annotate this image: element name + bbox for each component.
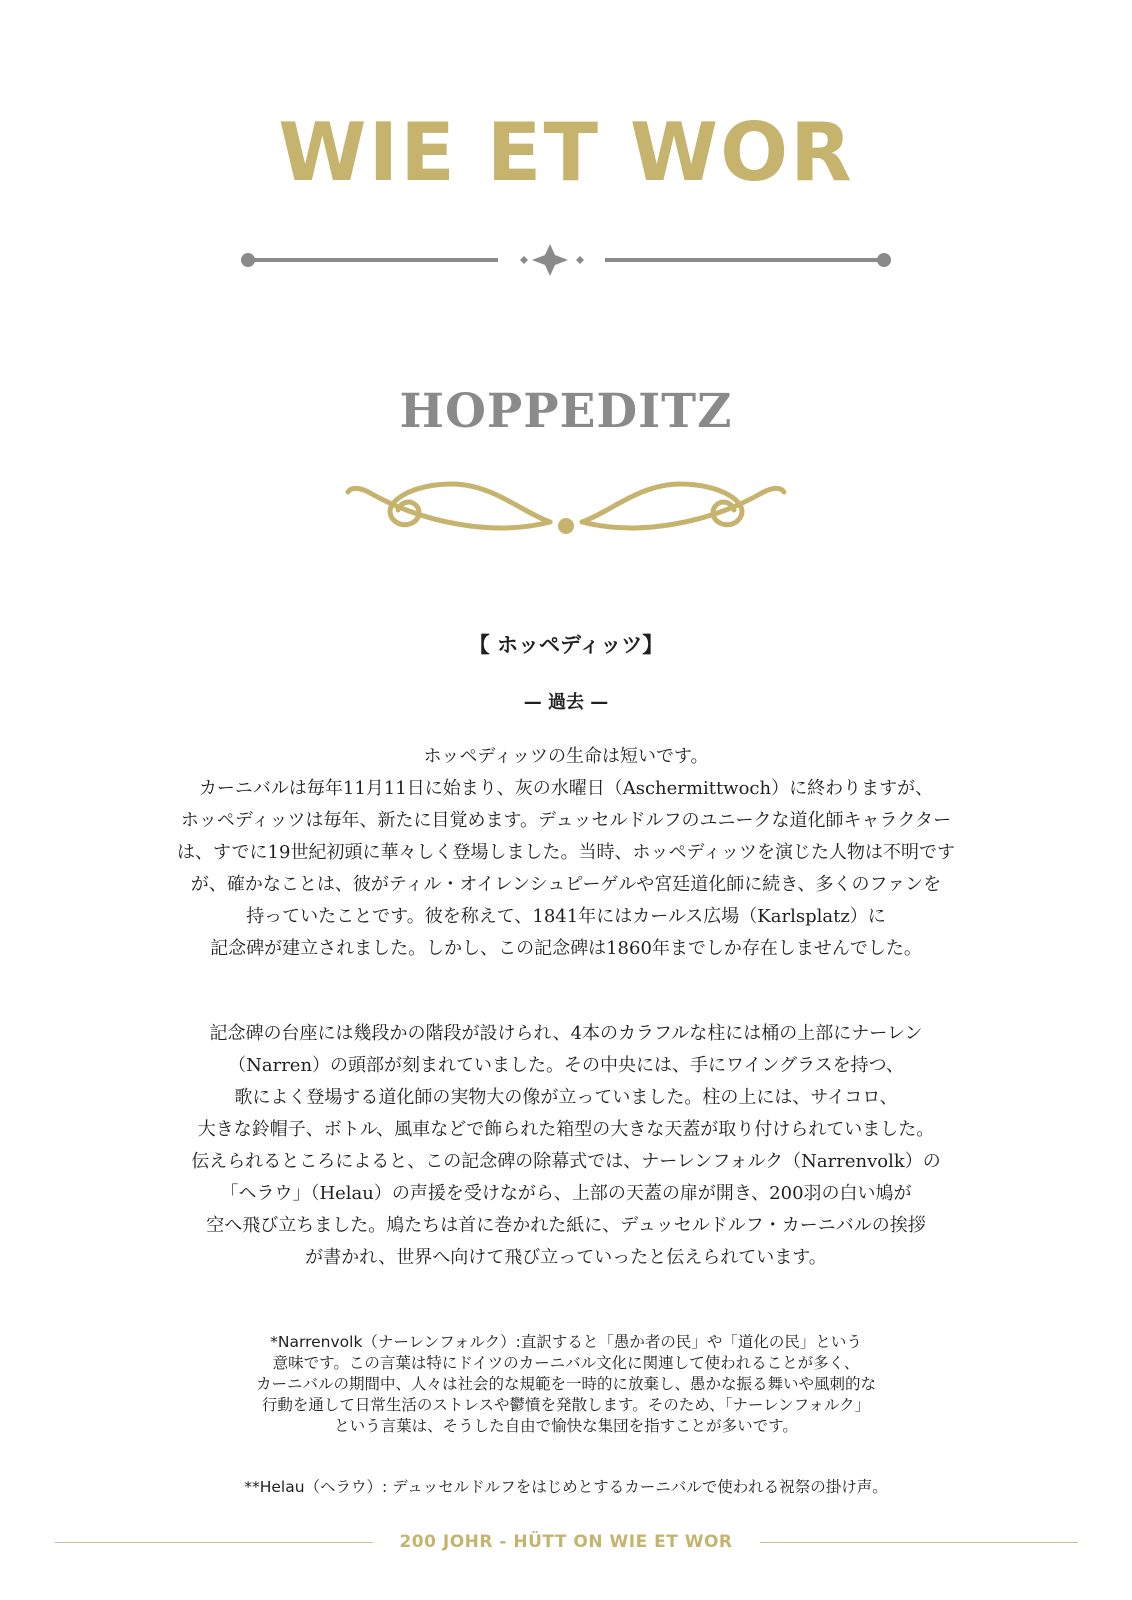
footnote-line: *Narrenvolk（ナーレンフォルク）:直訳すると「愚か者の民」や「道化の民」という <box>270 1333 862 1351</box>
paragraph-line: 記念碑が建立されました。しかし、この記念碑は1860年までしか存在しませんでした。 <box>210 938 922 959</box>
paragraph-2 <box>0 1018 1132 1274</box>
paragraph-line: が、確かなことは、彼がティル・オイレンシュピーゲルや宮廷道化師に続き、多くのファンを <box>190 874 942 895</box>
footnote-helau: **Helau（ヘラウ）: デュッセルドルフをはじめとするカーニバルで使われる祝祭の掛け声。 <box>244 1478 888 1496</box>
footnote-line: 行動を通して日常生活のストレスや鬱憤を発散します。そのため、「ナーレンフォルク」 <box>261 1396 871 1414</box>
paragraph-line: 大きな鈴帽子、ボトル、風車などで飾られた箱型の大きな天蓋が取り付けられていました。 <box>197 1119 935 1140</box>
paragraph-line: ホッペディッツは毎年、新たに目覚めます。デュッセルドルフのユニークな道化師キャラクター <box>180 810 952 831</box>
footnote-line: カーニバルの期間中、人々は社会的な規範を一時的に放棄し、愚かな振る舞いや風刺的な <box>255 1375 876 1393</box>
footnote-line: 意味です。この言葉は特にドイツのカーニバル文化に関連して使われることが多く、 <box>272 1354 860 1372</box>
main-title: WIE ET WOR <box>278 106 854 199</box>
paragraph-line: が書かれ、世界へ向けて飛び立っていったと伝えられています。 <box>305 1247 827 1268</box>
article-subheading: — 過去 — <box>523 692 609 713</box>
paragraph-line: （Narren）の頭部が刻まれていました。その中央には、手にワイングラスを持つ、 <box>228 1055 904 1076</box>
paragraph-1 <box>0 741 1132 965</box>
paragraph-line: 記念碑の台座には幾段かの階段が設けられ、4本のカラフルな柱には桶の上部にナーレン <box>209 1023 923 1044</box>
section-title: HOPPEDITZ <box>399 384 733 439</box>
article-heading: 【 ホッペディッツ】 <box>468 633 664 657</box>
ornament-divider <box>240 242 892 278</box>
footnote-narrenvolk <box>0 1332 1132 1437</box>
paragraph-line: 「ヘラウ」（Helau）の声援を受けながら、上部の天蓋の扉が開き、200羽の白い鳩が <box>220 1183 912 1204</box>
footnote-line: という言葉は、そうした自由で愉快な集団を指すことが多いです。 <box>334 1417 798 1435</box>
swirl-ornament <box>342 462 790 550</box>
paragraph-line: は、すでに19世紀初頭に華々しく登場しました。当時、ホッペディッツを演じた人物は不明です <box>177 842 955 863</box>
paragraph-line: 持っていたことです。彼を称えて、1841年にはカールス広場（Karlsplatz）に <box>246 906 886 927</box>
lead-sentence: ホッペディッツの生命は短いです。 <box>423 746 709 767</box>
paragraph-line: 伝えられるところによると、この記念碑の除幕式では、ナーレンフォルク（Narrenvolk）の <box>191 1151 941 1172</box>
footer-text: 200 JOHR - HÜTT ON WIE ET WOR <box>399 1532 733 1552</box>
paragraph-line: カーニバルは毎年11月11日に始まり、灰の水曜日（Aschermittwoch）に終わりますが、 <box>198 778 934 799</box>
paragraph-line: 空へ飛び立ちました。鳩たちは首に巻かれた紙に、デュッセルドルフ・カーニバルの挨拶 <box>206 1215 926 1236</box>
paragraph-line: 歌によく登場する道化師の実物大の像が立っていました。柱の上には、サイコロ、 <box>234 1087 898 1108</box>
